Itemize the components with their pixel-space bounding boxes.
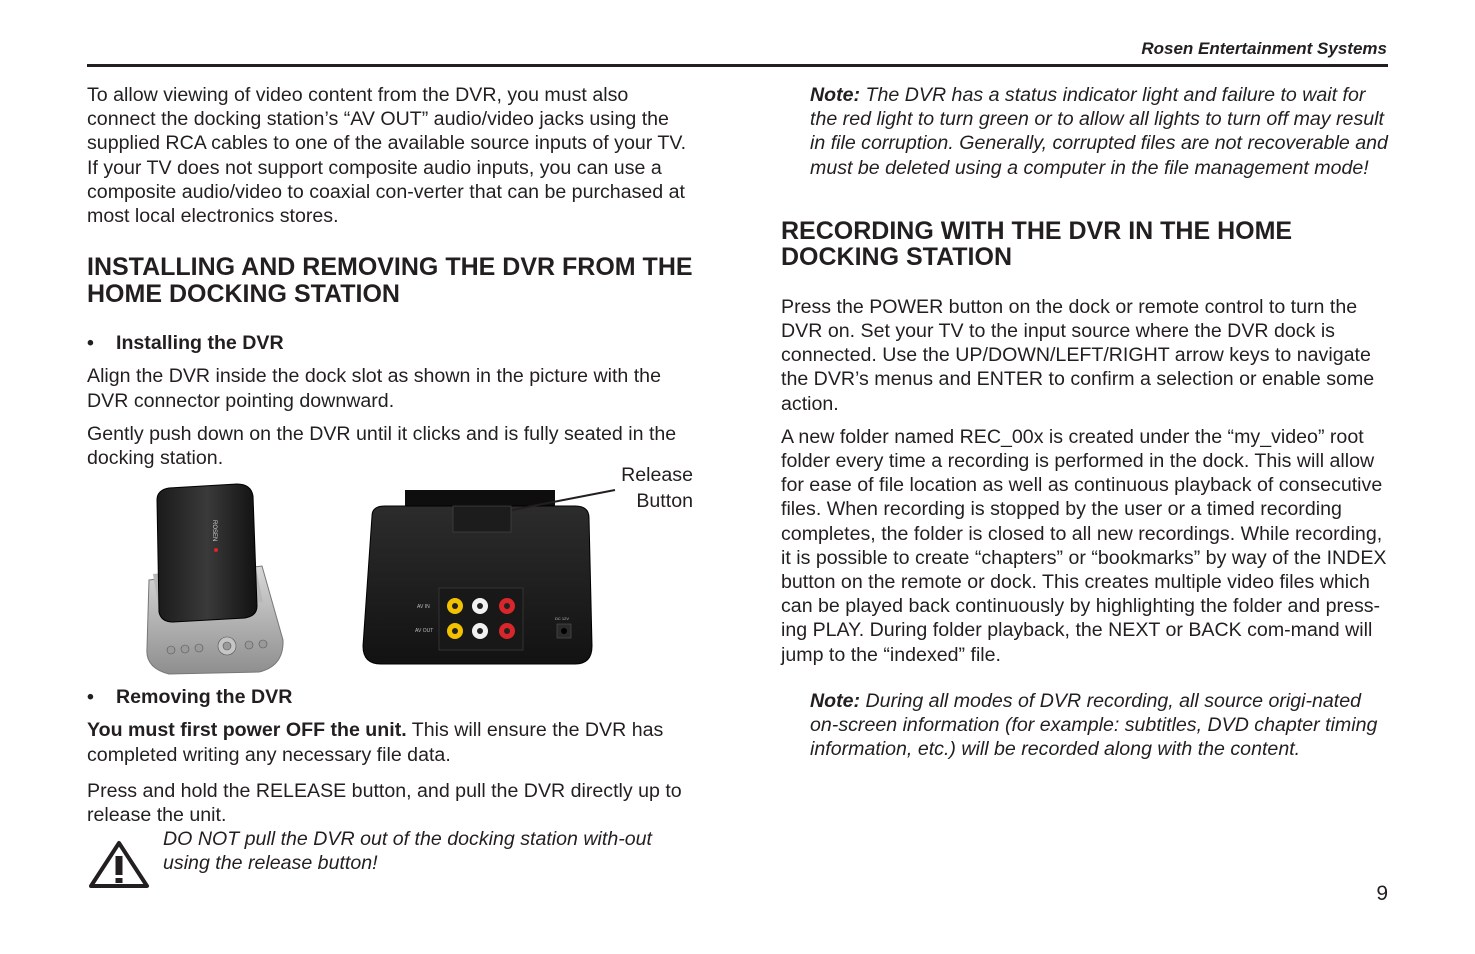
power-off-warning: You must first power OFF the unit. bbox=[87, 719, 407, 742]
section-title-recording: RECORDING WITH THE DVR IN THE HOME DOCKING STATION bbox=[781, 216, 1293, 272]
note-label: Note: bbox=[810, 84, 861, 106]
dc-label: DC 12V bbox=[555, 616, 570, 622]
page-number: 9 bbox=[1376, 882, 1388, 905]
running-header: Rosen Entertainment Systems bbox=[1141, 39, 1387, 58]
power-off-rest: This will ensure the DVR has completed writing any necessary file data. bbox=[87, 719, 664, 766]
note-label: Note: bbox=[810, 689, 861, 712]
callout-line-2: Button bbox=[636, 490, 693, 513]
installing-paragraph-1: Align the DVR inside the dock slot as shown in the picture with the DVR connector pointing downward. bbox=[87, 365, 661, 412]
recording-paragraph-2: A new folder named REC_00x is created under the “my_video” root folder every time a recording is performed in the dock. This will allow for ease of file location as well as continuous playback of consecutive files. When recording is stopped by the user or a timed recording completes, the folder is closed to all new recordings. While recording, it is possible to create “chapters” or “bookmarks” by way of the INDEX button on the remote or dock. This creates multiple video files which can be played back continuously by highlighting the folder and press-ing PLAY. During folder playback, the NEXT or BACK com-mand will jump to the “indexed” file. bbox=[781, 425, 1387, 666]
dock-photos bbox=[87, 470, 699, 685]
bullet-glyph: • bbox=[87, 686, 94, 709]
installing-heading bbox=[87, 331, 699, 355]
removing-heading bbox=[87, 685, 699, 709]
right-column bbox=[781, 83, 1393, 761]
intro-paragraph: To allow viewing of video content from the DVR, you must also connect the docking station’s “AV OUT” audio/video jacks using the supplied RCA cables to one of the available source inputs of your TV. If your TV does not support composite audio inputs, you can use a composite audio/video to coaxial con-verter that can be purchased at most local electronics stores. bbox=[87, 84, 687, 228]
note-text: During all modes of DVR recording, all source origi-nated on-screen information (for example: subtitles, DVD chapter timing information, etc.) will be recorded along with the content. bbox=[810, 689, 1378, 761]
dock-back-photo bbox=[363, 490, 592, 664]
installing-heading-text: Installing the DVR bbox=[116, 332, 284, 355]
dvr-brand-mark: ROSEN bbox=[211, 520, 217, 542]
dock-figure bbox=[87, 464, 699, 685]
recording-paragraph-1: Press the POWER button on the dock or remote control to turn the DVR on. Set your TV to the input source where the DVR dock is connected. Use the UP/DOWN/LEFT/RIGHT arrow keys to navigate the DVR’s menus and ENTER to confirm a selection or enable some action. bbox=[781, 295, 1375, 415]
warning-text: DO NOT pull the DVR out of the docking station with-out using the release button! bbox=[163, 828, 652, 875]
warning-triangle-icon bbox=[87, 839, 157, 895]
release-warning bbox=[87, 828, 699, 895]
callout-line-1: Release bbox=[621, 464, 693, 487]
left-column bbox=[87, 83, 699, 895]
note-text: The DVR has a status indicator light and failure to wait for the red light to turn green or to allow all lights to turn off may result in file corruption. Generally, corrupted files are not recoverable and must be deleted using a computer in the file management mode! bbox=[810, 84, 1388, 179]
header-rule bbox=[87, 64, 1388, 67]
removing-paragraph-1 bbox=[87, 718, 699, 766]
jack-label-av-out: AV OUT bbox=[415, 628, 434, 635]
removing-heading-text: Removing the DVR bbox=[116, 686, 293, 709]
removing-paragraph-2: Press and hold the RELEASE button, and pull the DVR directly up to release the unit. bbox=[87, 779, 682, 827]
section-title-installing-removing: INSTALLING AND REMOVING THE DVR FROM THE HOME DOCKING STATION bbox=[87, 253, 693, 308]
installing-paragraph-2: Gently push down on the DVR until it clicks and is fully seated in the docking station. bbox=[87, 422, 677, 470]
jack-label-av-in: AV IN bbox=[417, 604, 430, 611]
dvr-in-dock-photo bbox=[147, 484, 283, 674]
recording-note bbox=[781, 689, 1390, 762]
bullet-glyph: • bbox=[87, 332, 94, 355]
status-light-note bbox=[781, 83, 1390, 180]
